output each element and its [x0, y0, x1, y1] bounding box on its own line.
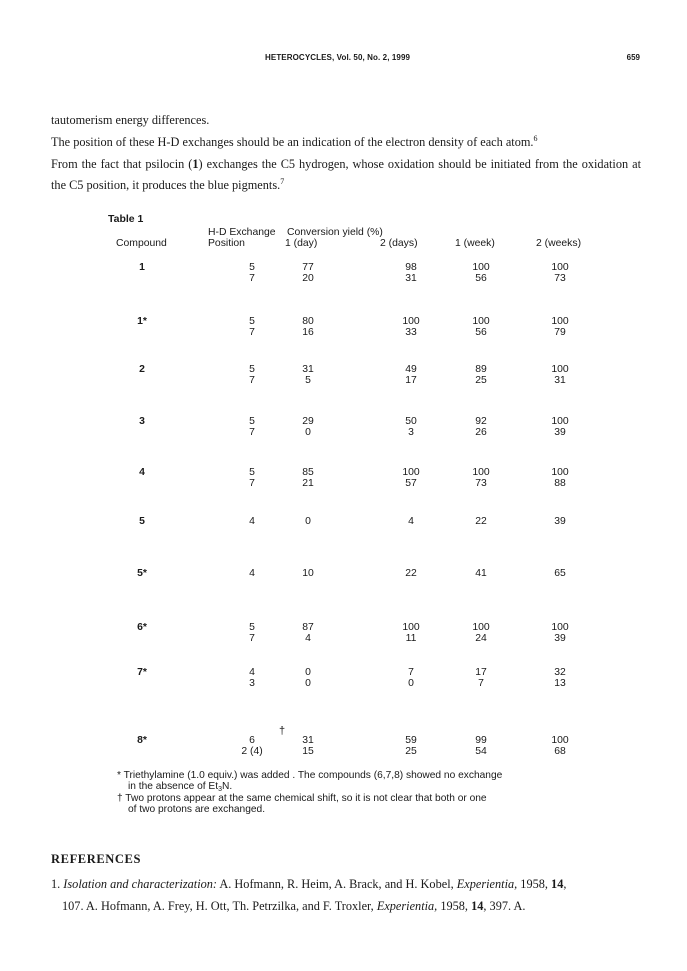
pos-value: 3: [249, 678, 255, 689]
pos-value: 7: [249, 375, 255, 386]
table-row: [0, 364, 687, 390]
d2-cell: [381, 516, 441, 527]
w1-value: 54: [475, 746, 487, 757]
reference-item-cont: 107. A. Hofmann, A. Frey, H. Ott, Th. Petrzilka, and F. Troxler, Experientia, 1958, 14, 397. A.: [62, 898, 526, 913]
w1-cell: [451, 467, 511, 489]
table-row: [0, 262, 687, 288]
w2-value: 13: [554, 678, 566, 689]
w2-cell: [530, 667, 590, 689]
w2-cell: [530, 364, 590, 386]
reference-list: [51, 874, 641, 918]
dagger-mark: †: [279, 725, 286, 737]
w2-value: 100: [551, 262, 569, 273]
journal-citation: HETEROCYCLES, Vol. 50, No. 2, 1999: [265, 53, 411, 62]
d2-value: 49: [405, 364, 417, 375]
pos-value: 4: [249, 516, 255, 527]
d2-value: 57: [405, 478, 417, 489]
d1-value: 85: [302, 467, 314, 478]
w1-value: 17: [475, 667, 487, 678]
w1-cell: [451, 416, 511, 438]
compound-cell: 6*: [137, 622, 147, 633]
d1-cell: [278, 262, 338, 284]
pos-cell: [232, 364, 272, 386]
w1-cell: [451, 364, 511, 386]
d1-value: 0: [305, 516, 311, 527]
d1-value: 15: [302, 746, 314, 757]
pos-value: 5: [249, 467, 255, 478]
pos-value: 7: [249, 633, 255, 644]
w1-value: 100: [472, 467, 490, 478]
d1-value: 31: [302, 735, 314, 746]
pos-value: 7: [249, 273, 255, 284]
citation-ref: 7: [280, 177, 285, 187]
d1-value: 77: [302, 262, 314, 273]
d1-cell: [278, 568, 338, 579]
d1-value: 10: [302, 568, 314, 579]
w2-cell: [530, 622, 590, 644]
d2-value: 31: [405, 273, 417, 284]
d2-cell: [381, 416, 441, 438]
d2-value: 50: [405, 416, 417, 427]
table-title: Table 1: [108, 213, 144, 225]
w2-value: 79: [554, 327, 566, 338]
w2-value: 100: [551, 416, 569, 427]
reference-item: 1. Isolation and characterization: A. Hofmann, R. Heim, A. Brack, and H. Kobel, Experientia, 1958, 14,: [51, 877, 567, 891]
w1-value: 99: [475, 735, 487, 746]
d2-value: 22: [405, 568, 417, 579]
table-row: [0, 735, 687, 761]
compound-cell: 5*: [137, 568, 147, 579]
w2-value: 73: [554, 273, 566, 284]
d1-value: 87: [302, 622, 314, 633]
w2-cell: [530, 467, 590, 489]
d1-cell: [278, 667, 338, 689]
d2-value: 100: [402, 316, 420, 327]
header-1-day: 1 (day): [285, 238, 318, 249]
d1-value: 29: [302, 416, 314, 427]
pos-value: 5: [249, 416, 255, 427]
references-heading: REFERENCES: [51, 852, 142, 866]
table-row: [0, 516, 687, 542]
paragraph: The position of these H-D exchanges should be an indication of the electron density of each atom.$^6$: [51, 133, 538, 149]
d2-value: 11: [405, 633, 417, 644]
compound-cell: 2: [139, 364, 145, 375]
w1-value: 92: [475, 416, 487, 427]
pos-value: 5: [249, 622, 255, 633]
w2-value: 31: [554, 375, 566, 386]
table-row: [0, 316, 687, 342]
w1-cell: [451, 622, 511, 644]
table-row: [0, 416, 687, 442]
w1-cell: [451, 735, 511, 757]
d1-value: 80: [302, 316, 314, 327]
d1-cell: [278, 516, 338, 527]
d2-value: 25: [405, 746, 417, 757]
compound-cell: 1: [139, 262, 145, 273]
w1-cell: [451, 667, 511, 689]
w2-cell: [530, 516, 590, 527]
pos-value: 6: [249, 735, 255, 746]
d1-value: 5: [305, 375, 311, 386]
d2-value: 98: [405, 262, 417, 273]
pos-value: 7: [249, 478, 255, 489]
w1-value: 22: [475, 516, 487, 527]
w2-value: 100: [551, 467, 569, 478]
w1-value: 89: [475, 364, 487, 375]
pos-cell: [232, 262, 272, 284]
w2-value: 100: [551, 735, 569, 746]
d2-value: 4: [408, 516, 414, 527]
compound-cell: 3: [139, 416, 145, 427]
header-hd-exchange: H-D Exchange: [208, 227, 276, 238]
table-footnotes: [117, 770, 502, 816]
footnote-dagger: † Two protons appear at the same chemical shift, so it is not clear that both or one: [117, 792, 487, 804]
w2-cell: [530, 262, 590, 284]
header-position: Position: [208, 238, 245, 249]
d2-cell: [381, 568, 441, 579]
table-row: [0, 568, 687, 594]
w2-value: 100: [551, 364, 569, 375]
compound-cell: 5: [139, 516, 145, 527]
pos-value: 2 (4): [241, 746, 263, 757]
d2-cell: [381, 467, 441, 489]
w2-value: 39: [554, 516, 566, 527]
header-1-week: 1 (week): [455, 238, 495, 249]
w1-value: 56: [475, 273, 487, 284]
page-number: 659: [626, 53, 640, 62]
footnote-triethylamine: * Triethylamine (1.0 equiv.) was added . The compounds (6,7,8) showed no exchange: [117, 770, 503, 781]
header-2-days: 2 (days): [380, 238, 418, 249]
w1-cell: [451, 316, 511, 338]
w1-value: 25: [475, 375, 487, 386]
d2-value: 100: [402, 467, 420, 478]
w1-value: 7: [478, 678, 484, 689]
w2-value: 68: [554, 746, 566, 757]
footnote-triethylamine-cont: in the absence of $Et_3N$.: [128, 781, 233, 794]
d2-value: 33: [405, 327, 417, 338]
table-row: [0, 622, 687, 648]
w2-cell: [530, 735, 590, 757]
d2-cell: [381, 316, 441, 338]
d1-value: 31: [302, 364, 314, 375]
compound-cell: 4: [139, 467, 145, 478]
d1-cell: [278, 622, 338, 644]
w2-value: 65: [554, 568, 566, 579]
citation-ref: 6: [533, 133, 538, 143]
footnote-dagger-cont: of two protons are exchanged.: [128, 804, 266, 816]
compound-cell: 8*: [137, 735, 147, 746]
pos-cell: [232, 568, 272, 579]
w1-value: 73: [475, 478, 487, 489]
pos-value: 7: [249, 327, 255, 338]
pos-value: 5: [249, 364, 255, 375]
d1-cell: [278, 735, 338, 757]
w2-value: 32: [554, 667, 566, 678]
pos-value: 4: [249, 667, 255, 678]
w2-value: 100: [551, 622, 569, 633]
d2-value: 0: [408, 678, 414, 689]
d1-cell: [278, 364, 338, 386]
header-2-weeks: 2 (weeks): [536, 238, 582, 249]
pos-cell: [232, 416, 272, 438]
d1-value: 20: [302, 273, 314, 284]
pos-value: 5: [249, 262, 255, 273]
d2-value: 7: [408, 667, 414, 678]
d1-value: 4: [305, 633, 311, 644]
d1-value: 16: [302, 327, 314, 338]
running-header: [40, 51, 640, 65]
w1-cell: [451, 516, 511, 527]
d2-value: 100: [402, 622, 420, 633]
pos-cell: [232, 516, 272, 527]
w1-value: 41: [475, 568, 487, 579]
w2-value: 39: [554, 633, 566, 644]
table-row: [0, 467, 687, 493]
pos-value: 7: [249, 427, 255, 438]
d2-value: 17: [405, 375, 417, 386]
w2-value: 100: [551, 316, 569, 327]
d2-cell: [381, 364, 441, 386]
w1-value: 24: [475, 633, 487, 644]
paragraph: From the fact that psilocin (1) exchanges the C5 hydrogen, whose oxidation should be initiated from the oxidation at the C5 position, it produces the blue pigments.$^7$: [51, 156, 641, 193]
header-conversion-yield: Conversion yield (%): [287, 227, 383, 238]
w2-value: 39: [554, 427, 566, 438]
w1-value: 100: [472, 622, 490, 633]
compound-cell: 1*: [137, 316, 147, 327]
body-text: [51, 110, 641, 197]
pos-cell: [232, 735, 272, 757]
pos-value: 5: [249, 316, 255, 327]
compound-cell: 7*: [137, 667, 147, 678]
d1-value: 0: [305, 678, 311, 689]
w1-cell: [451, 262, 511, 284]
w2-value: 88: [554, 478, 566, 489]
w2-cell: [530, 416, 590, 438]
w1-value: 100: [472, 262, 490, 273]
d1-value: 0: [305, 427, 311, 438]
d2-value: 59: [405, 735, 417, 746]
w1-value: 56: [475, 327, 487, 338]
pos-cell: [232, 667, 272, 689]
w1-cell: [451, 568, 511, 579]
d2-cell: [381, 735, 441, 757]
pos-value: 4: [249, 568, 255, 579]
table-row: [0, 667, 687, 693]
header-compound: Compound: [116, 238, 167, 249]
d1-cell: [278, 316, 338, 338]
pos-cell: [232, 316, 272, 338]
d2-cell: [381, 622, 441, 644]
pos-cell: [232, 467, 272, 489]
w1-value: 26: [475, 427, 487, 438]
w2-cell: [530, 316, 590, 338]
d1-cell: [278, 467, 338, 489]
pos-cell: [232, 622, 272, 644]
d2-cell: [381, 667, 441, 689]
d1-value: 21: [302, 478, 314, 489]
d1-cell: [278, 416, 338, 438]
d2-cell: [381, 262, 441, 284]
w2-cell: [530, 568, 590, 579]
d2-value: 3: [408, 427, 414, 438]
w1-value: 100: [472, 316, 490, 327]
paragraph-line: tautomerism energy differences.: [51, 113, 210, 127]
d1-value: 0: [305, 667, 311, 678]
